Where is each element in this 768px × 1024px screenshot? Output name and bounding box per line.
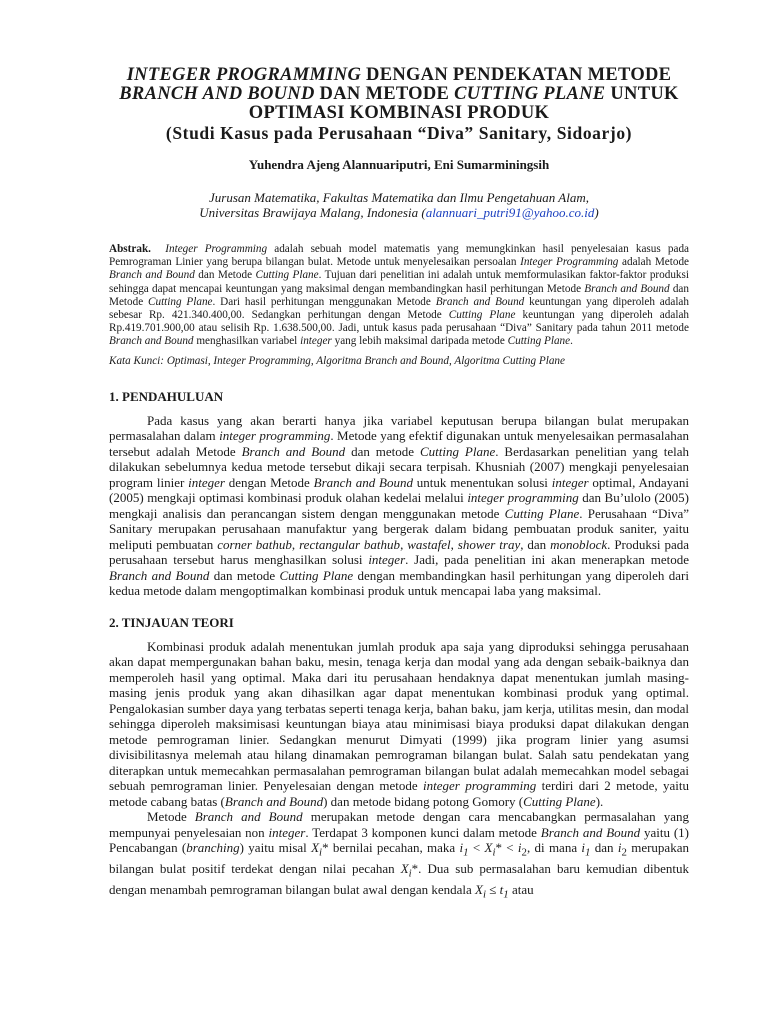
section-heading-pendahuluan: 1. PENDAHULUAN [109, 388, 224, 404]
abstract: Abstrak. Integer Programming adalah sebuah model matematis yang memungkinkan hasil penyelesaian kasus pada Pemrograman Linier yang berupa bilangan bulat. Metode untuk menyelesaikan persoalan Integer Programming adalah Metode Branch and Bound dan Metode Cutting Plane. Tujuan dari penelitian ini adalah untuk memformulasikan faktor-faktor produksi sehingga dapat mencapai keuntungan yang maksimal dengan membandingkan hasil perhitungan Metode Branch and Bound dan Metode Cutting Plane. Dari hasil perhitungan menggunakan Metode Branch and Bound keuntungan yang diperoleh adalah sebesar Rp. 421.340.400,00. Sedangkan perhitungan dengan Metode Cutting Plane keuntungan yang diperoleh adalah Rp.419.701.900,00 atau selisih Rp. 1.638.500,00. Jadi, untuk kasus pada perusahaan “Diva” Sanitary pada tahun 2011 metode Branch and Bound menghasilkan variabel integer yang lebih maksimal daripada metode Cutting Plane. [109, 243, 690, 348]
title-line-3: OPTIMASI KOMBINASI PRODUK [248, 103, 550, 123]
section-heading-tinjauan-teori: 2. TINJAUAN TEORI [109, 614, 234, 630]
author-email-link[interactable]: alannuari_putri91@yahoo.co.id [425, 205, 595, 220]
title-line-1: INTEGER PROGRAMMING DENGAN PENDEKATAN METODE [126, 65, 672, 85]
paper-title [109, 66, 689, 123]
keywords: Kata Kunci: Optimasi, Integer Programming, Algoritma Branch and Bound, Algoritma Cutting Plane [109, 354, 565, 367]
section2-paragraph-1: Kombinasi produk adalah menentukan jumlah produk apa saja yang diproduksi sehingga perusahaan akan dapat mempergunakan bahan baku, mesin, tenaga kerja dan modal yang ada dengan sebaik-baiknya dan memperoleh hasil yang optimal. Maka dari itu perusahaan hendaknya dapat menentukan jumlah masing-masing jenis produk yang akan dihasilkan agar dapat menentukan kombinasi produk yang optimal. Pengalokasian sumber daya yang terbatas seperti tenaga kerja, bahan baku, jam kerja, utilitas mesin, dan modal sehingga diperoleh maksimisasi keuntungan biaya atau minimisasi biaya produksi dapat dilakukan dengan metode pemrograman linier. Sedangkan menurut Dimyati (1999) jika program linier yang asumsi divisibilitasnya melemah atau hilang dinamakan pemrograman bilangan bulat. Salah satu pendekatan yang diterapkan untuk memecahkan permasalahan pemrograman bilangan bulat adalah memecahkan model sebagai sebuah pemrograman linier. Penyelesaian dengan metode integer programming terdiri dari 2 metode, yaitu metode cabang batas (Branch and Bound) dan metode bidang potong Gomory (Cutting Plane). [109, 638, 689, 809]
section1-paragraph: Pada kasus yang akan berarti hanya jika variabel keputusan berupa bilangan bulat merupakan permasalahan dalam integer programming. Metode yang efektif digunakan untuk menyelesaikan permasalahan tersebut adalah Metode Branch and Bound dan metode Cutting Plane. Berdasarkan penelitian yang telah dilakukan sebelumnya kedua metode tersebut dikaji secara terpisah. Khusniah (2007) mengkaji penyelesaian program linier integer dengan Metode Branch and Bound untuk menentukan solusi integer optimal, Andayani (2005) mengkaji optimasi kombinasi produk olahan kedelai melalui integer programming dan Bu’ulolo (2005) mengkaji analisis dan perancangan sistem dengan menggunakan metode Cutting Plane. Perusahaan “Diva” Sanitary merupakan perusahaan manufaktur yang bergerak dalam bidang pembuatan produk saniter, yaitu meliputi pembuatan corner bathub, rectangular bathub, wastafel, shower tray, dan monoblock. Produksi pada perusahaan tersebut harus menghasilkan solusi integer. Jadi, pada penelitian ini akan menerapkan metode Branch and Bound dan metode Cutting Plane dengan membandingkan hasil perhitungan yang diperoleh dari kedua metode dalam mengoptimalkan kombinasi produk untuk mencapai laba yang maksimal. [109, 412, 690, 599]
title-line-2: BRANCH AND BOUND DAN METODE CUTTING PLANE UNTUK [119, 84, 679, 104]
abstract-label: Abstrak. [109, 243, 151, 255]
paper-subtitle: (Studi Kasus pada Perusahaan “Diva” Sanitary, Sidoarjo) [165, 123, 633, 143]
authors: Yuhendra Ajeng Alannuariputri, Eni Sumarminingsih [248, 157, 550, 172]
section2-paragraph-2: Metode Branch and Bound merupakan metode dengan cara mencabangkan permasalahan yang mempunyai penyelesaian non integer. Terdapat 3 komponen kunci dalam metode Branch and Bound yaitu (1) Pencabangan (branching) yaitu misal $X_i*$ bernilai pecahan, maka $i_1 < X_i* < i_2$, di mana $i_1$ dan $i_2$ merupakan bilangan bulat positif terdekat dengan nilai pecahan $X_i*$. Dua sub permasalahan baru kemudian dibentuk dengan menambah pemrograman bilangan bulat awal dengan kendala $X_i \le t_1$ atau [109, 809, 689, 901]
affiliation: Jurusan Matematika, Fakultas Matematika dan Ilmu Pengetahuan Alam, Universitas Brawijaya Malang, Indonesia (alannuari_putri91@yahoo.co.id) [199, 190, 599, 220]
